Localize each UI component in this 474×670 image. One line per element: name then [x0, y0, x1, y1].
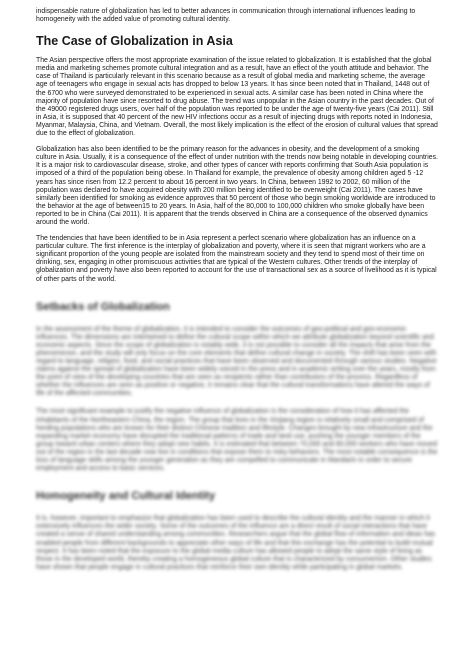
asia-paragraph-1: The Asian perspective offers the most appropriate examination of the issue related to globalization. It is established that the global media and marketing schemes promote cultural integration and as a result, have an effect of the youth attitude and behavior. The case of Thailand is particularly relevant in this scenario because as a result of global media and marketing scheme, the average age of teenagers who engage in sexual acts has dropped to below 13 years. It has since been noted that in Thailand, 1448 out of the 6700 who were surveyed demonstrated to be experienced in sexual acts. A similar case has been noted in China where the majority of population have since resorted to drug abuse. The trend was unpopular in the Asian country in the past decades. Out of the 49000 registered drugs users, over half of the population was reported to be under the age of twenty-five years (Cai 2011). Still in Asia, it is supposed that 40 percent of the new HIV infections occur as a result of injecting drugs with reports noted in Indonesia, Myanmar, Malaysia, China, and Vietnam. Overall, the most likely implication is the effect of the erosion of cultural values that spread due to the effect of globalization. — [36, 57, 438, 138]
asia-paragraph-2: Globalization has also been identified to be the primary reason for the advances in obesity, and the development of a smoking culture in Asia. Usually, it is a consequence of the effect of under nutrition with the trends now being notable in developing countries. It is a major risk to cardiovascular disease, stroke, and other types of cancer with reports confirming that South Asia population is imposed of a third of the population being obese. In Thailand for example, the prevalence of obesity among children aged 5 -12 years has since risen from 12.2 percent to about 16 percent in two years. In China, between 1992 to 2002, 60 million of the population was declared to have acquired obesity with 200 million being identified to be overweight (Cai 2011). The cases have similarly been identified for smoking as evidence approves that 50 percent of those who begin smoking worldwide are introduced to the behavior at the age of between15 to 20 years. In Asia, half of the 80,000 to 100,000 children who smoke globally have been reported to be in China (Cai 2011). It is apparent that the trends observed in China are a consequence of the observed dynamics around the world. — [36, 146, 438, 226]
section-heading-asia: The Case of Globalization in Asia — [36, 34, 233, 49]
section-heading-setbacks: Setbacks of Globalization — [36, 300, 170, 313]
blurred-preview-region — [36, 300, 438, 572]
asia-paragraph-3: The tendencies that have been identified to be in Asia represent a perfect scenario where globalization has an influence on a particular culture. The first inference is the interplay of globalization and poverty, where it is seen that migrant workers who are a significant proportion of the young people are isolated from the mainstream society and they tend to spend most of their time on drinking, sex, engaging in other promiscuous activities that are typical of the Western cultures. Other trends of the interplay of globalization and poverty have also been reported to account for the use of transactional sex as a source of livelihood as it is typical of other parts of the world. — [36, 235, 437, 283]
setbacks-paragraph-2: The most significant example to justify the negative influence of globalization is the consideration of how it has affected the inhabitants of the Northeastern China, the region. The group that lives in the Xinjiang region is relatively small and comprised of herding populations who are known for their distinct Chinese tradition and lifestyle. Changes brought by new infrastructure and the expanding market economy have disrupted the traditional patterns of trade and land use, pushing the younger members of the group toward urban centers where they adopt new habits. It is estimated that between 70,000 and 80,000 workers who have moved out of the region in the last decade now live in conditions that expose them to risky behaviors. The most notable consequence is the loss of language skills among the younger generation as they are compelled to communicate in Mandarin in order to secure employment and access to basic services. — [36, 408, 438, 473]
intro-paragraph: indispensable nature of globalization has led to better advances in communication through international influences leading to homogeneity with the added value of promoting cultural identity. — [36, 8, 416, 24]
homogeneity-paragraph-1: It is, however, important to emphasize that globalization has been used to describe the cultural identity and the manner in which it extensively influences the wider society. Some of the outcomes of the influence are a direct result of social interactions that have created a sense of shared understanding among communities. Researchers argue that the global flow of information and ideas has enabled people from different backgrounds to appreciate other ways of life and that this exchange has the potential to build mutual respect. It has been noted that the exposure to the global media culture has allowed people to adopt the same style of living as those in the developed world, thereby creating a homogeneous global culture that is characterized by consumerism. Other studies have shown that people engage in cultural practices that reinforce their own identity while participating in global markets. — [36, 515, 436, 571]
setbacks-paragraph-1: In the assessment of the theme of globalization, it is intended to consider the outcomes of geo-political and geo-economic influences. The dimensions are intertwined to define the cultural scope within which we attribute globalization beyond scientific and economic aspects. Since the scope of globalization is notably wide, it is not possible to consider all the impacts that arise from the phenomenon, and the study will only focus on the core elements that define cultural change in society. The shift has been seen with regard to language, religion, food, and social practices that have been observed and documented through various studies. Negative claims against the spread of globalization have been widely voiced in the press and in academic writing over the years, mostly from the point of view of the developing countries that are seen as recipients rather than contributors of the process. Regardless of whether the influences are seen as positive or negative, it remains clear that the cultural transformations have altered the ways of life of the affected communities. — [36, 325, 437, 398]
section-heading-homogeneity: Homogeneity and Cultural Identity — [36, 490, 216, 503]
